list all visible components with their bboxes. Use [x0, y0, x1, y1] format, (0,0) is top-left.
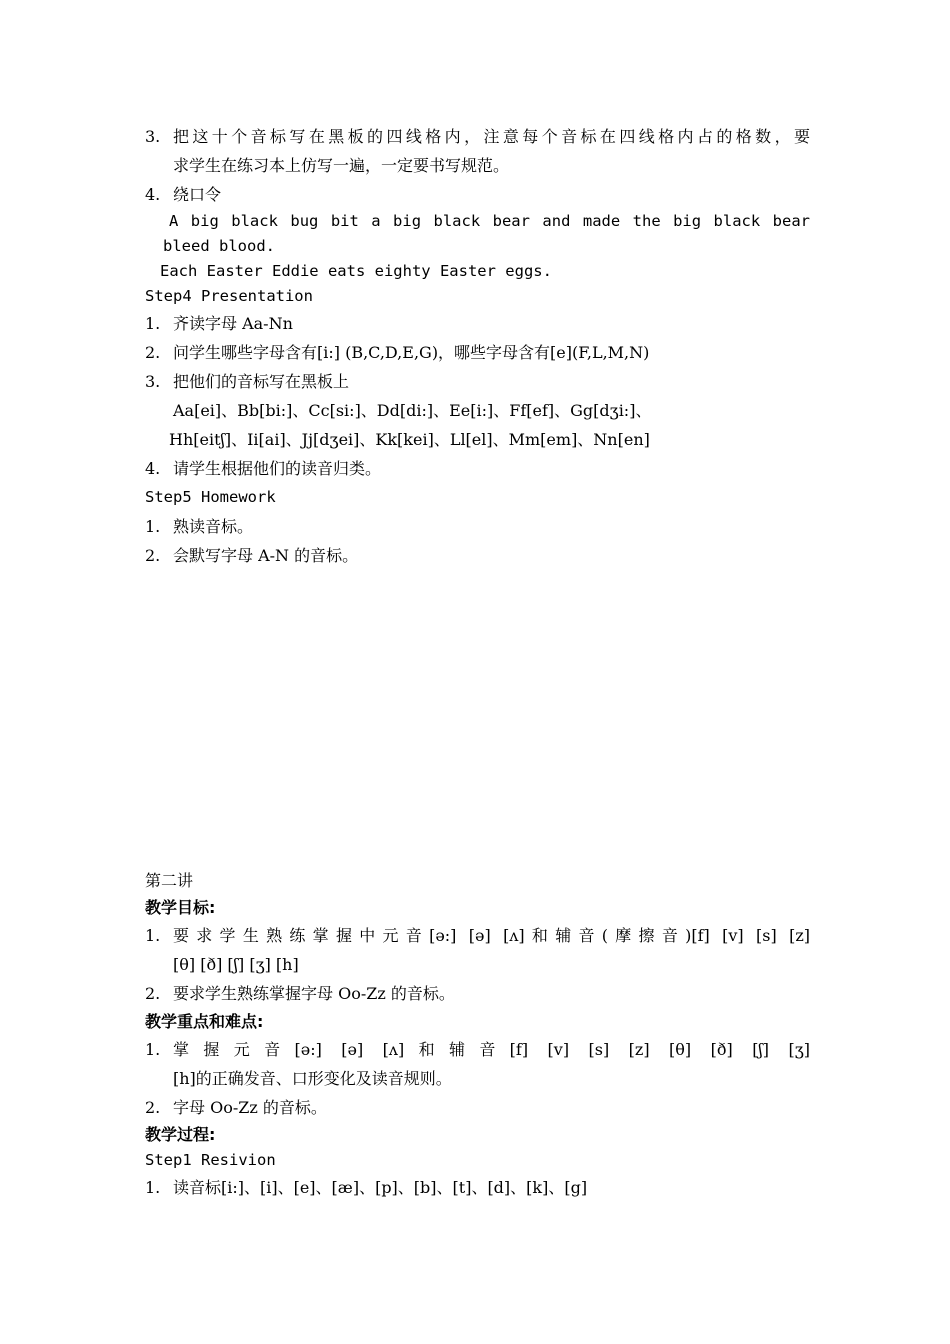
- list-item: [145, 979, 810, 1008]
- item-number: 2.: [145, 1098, 161, 1117]
- item-text: 把他们的音标写在黑板上: [173, 372, 350, 391]
- list-item: [145, 921, 810, 979]
- item-number: 3.: [145, 127, 161, 146]
- item-text: 要求学生熟练掌握字母 Oo-Zz 的音标。: [173, 984, 455, 1003]
- item-text: 熟读音标。: [173, 517, 254, 536]
- tongue-twister-text: Each Easter Eddie eats eighty Easter eggs.: [160, 262, 552, 280]
- list-item: [145, 122, 810, 180]
- item-number: 1.: [145, 926, 161, 945]
- item-number: 3.: [145, 372, 161, 391]
- item-text: 齐读字母 Aa-Nn: [173, 314, 293, 333]
- lesson-title: 第二讲: [145, 871, 194, 890]
- item-text: 读音标[i:]、[i]、[e]、[æ]、[p]、[b]、[t]、[d]、[k]、[g]: [173, 1178, 588, 1197]
- item-text: 掌握元音[ə:] [ə] [ʌ]和辅音[f] [v] [s] [z] [θ] [ð] [ʃ] [ʒ]: [173, 1040, 810, 1059]
- tongue-twister-text: A big black bug bit a big black bear and made the big black bear: [169, 212, 810, 230]
- item-number: 1.: [145, 1040, 161, 1059]
- list-item: [145, 1035, 810, 1093]
- item-number: 2.: [145, 343, 161, 362]
- item-text: [θ] [ð] [ʃ] [ʒ] [h]: [173, 955, 299, 974]
- list-item: [145, 309, 810, 338]
- item-number: 2.: [145, 546, 161, 565]
- item-number: 1.: [145, 1178, 161, 1197]
- list-item: [145, 541, 810, 570]
- item-text: 把这十个音标写在黑板的四线格内，注意每个音标在四线格内占的格数，要: [173, 127, 810, 146]
- item-text: 求学生在练习本上仿写一遍，一定要书写规范。: [173, 156, 510, 175]
- section-heading: 教学重点和难点:: [145, 1012, 264, 1031]
- step-heading: Step4 Presentation: [145, 287, 313, 305]
- item-text: 会默写字母 A-N 的音标。: [173, 546, 359, 565]
- item-number: 1.: [145, 517, 161, 536]
- lesson-one-continued: [145, 122, 810, 570]
- item-text: [h]的正确发音、口形变化及读音规则。: [173, 1069, 452, 1088]
- item-text: 问学生哪些字母含有[i:] (B,C,D,E,G)，哪些字母含有[e](F,L,M,N): [173, 343, 650, 362]
- item-number: 4.: [145, 185, 161, 204]
- list-item: [145, 512, 810, 541]
- list-item: [145, 180, 810, 209]
- step-heading: Step1 Resivion: [145, 1151, 276, 1169]
- list-item: [145, 1173, 810, 1202]
- section-heading: 教学过程:: [145, 1125, 216, 1144]
- step-heading: Step5 Homework: [145, 488, 276, 506]
- item-text: 绕口令: [173, 185, 222, 204]
- phonetic-line: Hh[eitʃ]、Ii[ai]、Jj[dʒei]、Kk[kei]、Ll[el]、Mm[em]、Nn[en]: [169, 430, 650, 449]
- item-number: 1.: [145, 314, 161, 333]
- item-text: 字母 Oo-Zz 的音标。: [173, 1098, 327, 1117]
- phonetic-line: Aa[ei]、Bb[bi:]、Cc[si:]、Dd[di:]、Ee[i:]、Ff[ef]、Gg[dʒi:]、: [173, 401, 652, 420]
- item-number: 2.: [145, 984, 161, 1003]
- lesson-two: [145, 866, 810, 1202]
- list-item: [145, 454, 810, 483]
- item-number: 4.: [145, 459, 161, 478]
- item-text: 要求学生熟练掌握中元音[ə:] [ə] [ʌ]和辅音(摩擦音)[f] [v] [s] [z]: [173, 926, 810, 945]
- section-heading: 教学目标:: [145, 898, 216, 917]
- item-text: 请学生根据他们的读音归类。: [173, 459, 382, 478]
- tongue-twister-text: bleed blood.: [163, 237, 275, 255]
- list-item: [145, 367, 810, 396]
- list-item: [145, 338, 810, 367]
- list-item: [145, 1093, 810, 1122]
